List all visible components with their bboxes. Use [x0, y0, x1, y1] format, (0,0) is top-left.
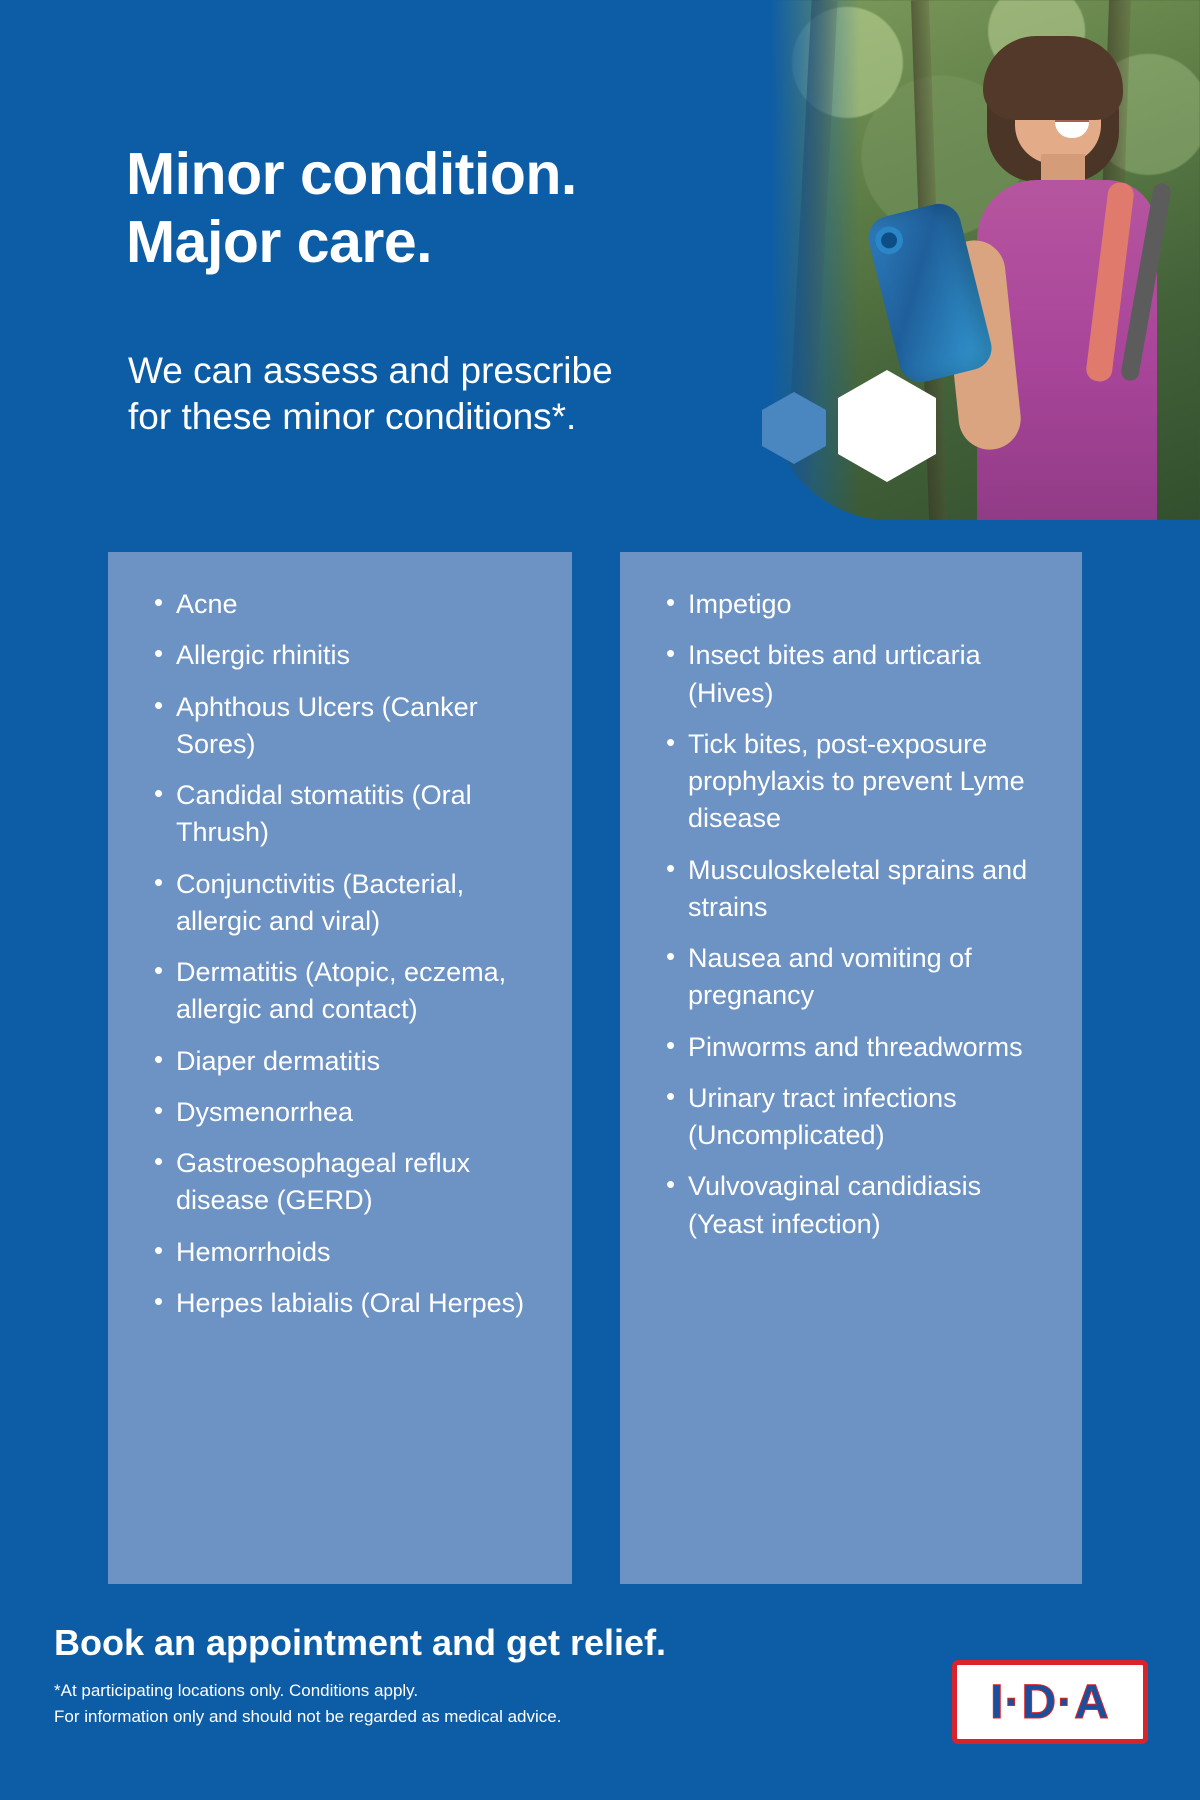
conditions-list-right — [646, 586, 1056, 1243]
list-item: • Acne — [160, 586, 546, 623]
disclaimer-line-1: *At participating locations only. Conditions apply. — [54, 1681, 419, 1700]
list-item: • Herpes labialis (Oral Herpes) — [160, 1285, 546, 1322]
disclaimer — [54, 1678, 754, 1729]
list-item: • Gastroesophageal reflux disease (GERD) — [160, 1145, 546, 1220]
subheading — [128, 348, 748, 441]
subheading-line-2: for these minor conditions*. — [128, 396, 577, 438]
ida-logo-text: I·D·A — [990, 1675, 1110, 1729]
list-item: • Candidal stomatitis (Oral Thrush) — [160, 777, 546, 852]
call-to-action: Book an appointment and get relief. — [54, 1622, 667, 1663]
list-item: • Conjunctivitis (Bacterial, allergic and viral) — [160, 866, 546, 941]
headline-line-1: Minor condition. — [126, 141, 577, 207]
list-item: • Aphthous Ulcers (Canker Sores) — [160, 689, 546, 764]
hair-front — [983, 36, 1123, 120]
conditions-list-left — [134, 586, 546, 1322]
headline-line-2: Major care. — [126, 209, 433, 276]
list-item: • Nausea and vomiting of pregnancy — [672, 940, 1056, 1015]
ida-logo — [952, 1660, 1148, 1744]
list-item: • Allergic rhinitis — [160, 637, 546, 674]
list-item: • Musculoskeletal sprains and strains — [672, 852, 1056, 927]
hero-photo — [770, 0, 1200, 520]
list-item: • Diaper dermatitis — [160, 1043, 546, 1080]
list-item: • Impetigo — [672, 586, 1056, 623]
list-item: • Pinworms and threadworms — [672, 1029, 1056, 1066]
disclaimer-line-2: For information only and should not be regarded as medical advice. — [54, 1706, 562, 1726]
list-item: • Tick bites, post-exposure prophylaxis to prevent Lyme disease — [672, 726, 1056, 838]
page-title — [126, 140, 766, 277]
list-item: • Dysmenorrhea — [160, 1094, 546, 1131]
subheading-line-1: We can assess and prescribe — [128, 350, 613, 391]
conditions-panel-left — [108, 552, 572, 1584]
list-item: • Urinary tract infections (Uncomplicated) — [672, 1080, 1056, 1155]
list-item: • Insect bites and urticaria (Hives) — [672, 637, 1056, 712]
list-item: • Hemorrhoids — [160, 1234, 546, 1271]
conditions-panel-right — [620, 552, 1082, 1584]
yoga-mat — [864, 199, 996, 387]
list-item: • Dermatitis (Atopic, eczema, allergic and contact) — [160, 954, 546, 1029]
list-item: • Vulvovaginal candidiasis (Yeast infection) — [672, 1168, 1056, 1243]
